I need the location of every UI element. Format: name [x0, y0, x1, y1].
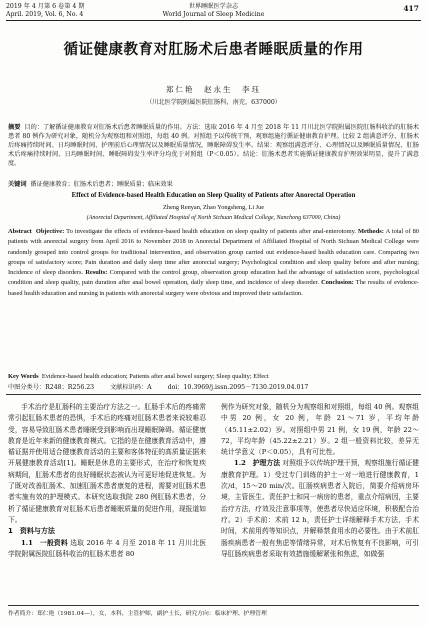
en-keywords-text: Evidence-based health education; Patients after anal bowel surgery; Sleep quality; Effect: [41, 373, 269, 380]
methods-label: Methods:: [358, 228, 384, 235]
journal-name-en: World Journal of Sleep Medicine: [162, 11, 265, 18]
classification-line: [8, 382, 419, 391]
en-abstract-label: Abstract: [8, 228, 32, 235]
body-column-right: [221, 402, 419, 600]
conclusion-label: Conclusion:: [321, 279, 354, 287]
keywords-label: 关键词: [8, 181, 27, 188]
document-code: 文献标识码：A: [110, 384, 152, 391]
issue-zh: 2019 年 4 月第 6 卷第 4 期: [6, 3, 85, 10]
en-keywords-label: Key Words: [8, 373, 39, 380]
journal-name: [6, 3, 421, 19]
author-footnote: 作者简介：郑仁艳（1981.04—），女，本科，主管护师，副护士长，研究方向：临床护理、护理管理: [8, 605, 419, 617]
page-number: 417: [403, 4, 419, 13]
abstract-text: 目的：了解循证健康教育对肛肠术后患者睡眠质量的作用。方法：选取 2016 年 4 月至 2018 年 11 月川北医学院附属医院肛肠科收治的肛肠术患者 80 例作为研究对象，随机分为观察组和对照组，每组 40 例。对照组予以传统干预，观察组施行循证健康教育护理。比较 2 组满意评分、肛肠术后疼痛持续时间、日均睡眠时间、护理前后心理情况以及睡眠质量情况，睡眠障碍发生率。结果：观察组满意评分、心理情况以及睡眠质量情况、肛肠术后疼痛持续时间、日均睡眠时间、睡眠障碍发生率评分均优于对照组（P＜0.05）。结论：肛肠术患者实施循证健康教育护理效果明显，提升了满意度。: [8, 124, 419, 167]
author-affiliation: （川北医学院附属医院肛肠科，南充，637000）: [146, 99, 281, 106]
section-heading: 1 资料与方法: [8, 527, 55, 536]
intro-paragraph: 手术治疗是肛肠科的主要治疗方法之一。肛肠手术后的疼痛常常引起肛肠术患者的恐惧，手术后的疼痛对肛肠术患者来说较难忍受，容易导致肛肠术患者睡眠受到影响而出现睡眠障碍。循证健康教育是近年来新的健康教育模式。它指的是在健康教育活动中，遵循证据并使用适合健康教育活动的主要和客体特征的高质量证据来开展健康教育活动[1]。睡眠是休息的主要形式，在治疗和恢复疾病期间，肛肠术患者的良好睡眠状态被认为可更好地促进恢复。为了既对改善肛肠术、加速肛肠术患者康复的进程，需要对肛肠术患者实施有效的护理模式。本研究选取我院 280 例肛肠术患者，分析了循证健康教育对肛肠术后患者睡眠质量的促进作用，现报道如下。: [8, 403, 206, 524]
abstract-label: 摘要: [8, 124, 21, 131]
methods-text: A total of 80 patients with anorectal surgery from April 2016 to November 2018 in Anorectal Department of Affiliated Hospital of North Sichuan Medical College were randomly grouped into control groups for traditional intervention, and observation group carried out evidence-based health education care. Comparing two groups of satisfactory score; Pain duration and daily sleep time after anorectal surgery; Psychological condition and sleep quality before and after nursing; Incidence of sleep disorders.: [8, 228, 419, 277]
results-label: Results:: [85, 269, 108, 277]
chinese-abstract: [8, 123, 419, 179]
article-title: 循证健康教育对肛肠术后患者睡眠质量的作用: [63, 42, 364, 58]
objective-label: Objective:: [35, 228, 65, 235]
keywords-text: 循证健康教育；肛肠术后患者；睡眠质量；临床效果: [30, 181, 173, 188]
english-authors: Zheng Renyan, Zhao Yongsheng, Li Jue: [162, 204, 265, 211]
subsection-heading: 1.1 一般资料: [21, 538, 68, 547]
objective-text: To investigate the effects of evidence-based health education on sleep quality of patients after anal-enterotomy.: [66, 228, 356, 235]
subsection-heading: 1.2 护理方法: [234, 459, 281, 468]
english-affiliation: (Anorectal Department, Affiliated Hospital of North Sichuan Medical College, Nanchong 637000, China): [86, 215, 341, 221]
section-divider: [6, 394, 421, 395]
running-header: [6, 3, 421, 21]
nursing-paragraph: 对照组予以传统护理干预，观察组施行循证健康教育护理。1）受过专门训练的护士一对一地进行健康教育，1 次/d，15～20 min/次。肛肠疾病患者入院后，简要介绍病房环境，主管医生、责任护士和同一病房的患者，重点介绍病因，主要治疗方法，疗效及注意事项等，使患者尽快适应环境，积极配合治疗。2）手术前：术前 12 h，责任护士详细解释手术方法，手术时间，术前用药等知识点，并解释禁食用水的必要性。由于术前肛肠疾病患者一般有焦虑等情绪异常，对术后恢复有不良影响，可引导肛肠疾病患者采取有效措施缓解紧张和焦虑，如做强: [221, 459, 419, 558]
english-title: Effect of Evidence-based Health Education on Sleep Quality of Patients after Anorectal Operation: [71, 192, 356, 199]
doi: doi：10.3969/j.issn.2095－7130.2019.04.017: [167, 384, 309, 391]
results-text: Compared with the control group, observation group education had the advantage of satisfaction score, psychological condition and sleep quality, pain duration after anal bowel operation, daily sleep time, and incidence of sleep disorder.: [8, 269, 419, 287]
chinese-keywords: [8, 180, 419, 189]
subjects-paragraph: 例作为研究对象，随机分为观察组和对照组，每组 40 例。观察组中男 20 例，女 20 例，年龄 21～71 岁，平均年龄（45.11±2.02）岁。对照组中男 21 例，女 19 例，年龄 22～72，平均年龄（45.22±2.21）岁。2 组一般资料比较，差异无统计学意义（P＜0.05），具有可比性。: [221, 403, 419, 457]
english-abstract: [8, 227, 419, 371]
methods-paragraph: 选取 2016 年 4 月至 2018 年 11 月川北医学院附属医院肛肠科收治的肛肠术患者 80: [8, 538, 206, 558]
journal-name-zh: 世界睡眠医学杂志: [188, 3, 239, 10]
conclusion-text: The results of evidence-based health education and nursing in patients with anorectal surgery were obvious and improved their satisfaction.: [8, 279, 419, 297]
body-column-left: [8, 402, 206, 600]
author-list: 郑仁艳 赵永生 李珏: [166, 85, 261, 94]
clc-number: 中图分类号：R248；R256.23: [8, 384, 95, 391]
english-keywords: [8, 372, 419, 381]
issue-en: April. 2019, Vol. 6, No. 4: [6, 11, 84, 18]
header-rule: [6, 20, 421, 21]
